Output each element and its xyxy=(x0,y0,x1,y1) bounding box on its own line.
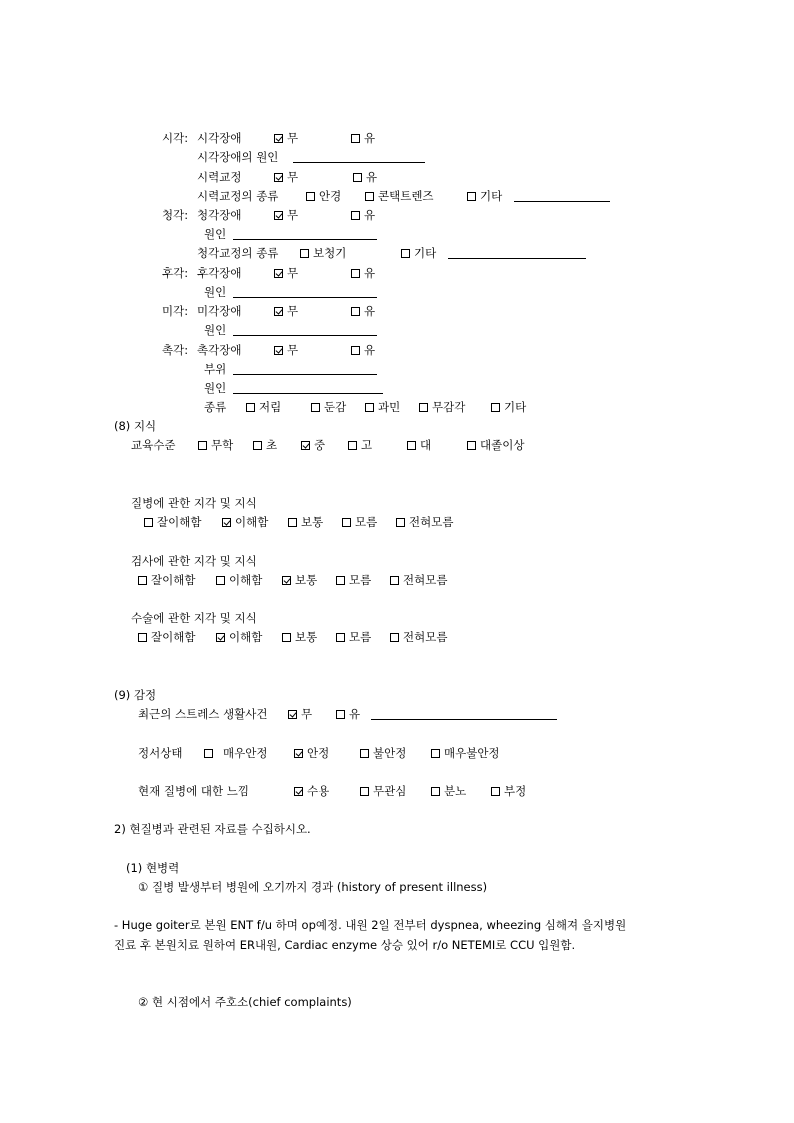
chief-complaint-title: ② 현 시점에서 주호소(chief complaints) xyxy=(138,995,352,1009)
checkbox-checked-icon xyxy=(274,346,283,355)
checkbox-icon xyxy=(216,576,225,585)
surgery-knowledge-label: 수술에 관한 지각 및 지식 xyxy=(131,611,257,625)
vision-impairment-label: 시각장애 xyxy=(197,131,242,145)
checkbox-icon xyxy=(198,441,207,450)
disease-knowledge-label: 질병에 관한 지각 및 지식 xyxy=(131,496,257,510)
mood-stable[interactable]: 안정 xyxy=(294,746,329,760)
vision-type-contacts[interactable]: 콘택트렌즈 xyxy=(365,189,434,203)
touch-cause-label: 원인 xyxy=(204,381,227,395)
disease-opt-understand[interactable]: 이해함 xyxy=(222,515,268,529)
disease-opt-average[interactable]: 보통 xyxy=(288,515,323,529)
mood-very-stable[interactable]: 매우안정 xyxy=(204,746,267,760)
disease-opt-unknown[interactable]: 모름 xyxy=(342,515,377,529)
vision-impairment-no[interactable]: 무 xyxy=(274,131,298,145)
checkbox-icon xyxy=(282,633,291,642)
hearing-type-other-field[interactable] xyxy=(448,258,586,259)
touch-type-label: 종류 xyxy=(204,400,227,414)
surgery-opt-very-well[interactable]: 잘이해함 xyxy=(138,630,195,644)
checkbox-icon xyxy=(204,749,213,758)
feeling-label: 현재 질병에 대한 느낌 xyxy=(138,784,249,798)
feeling-denial[interactable]: 부정 xyxy=(491,784,526,798)
checkbox-checked-icon xyxy=(294,749,303,758)
checkbox-checked-icon xyxy=(288,710,297,719)
vision-impairment-yes[interactable]: 유 xyxy=(351,131,375,145)
checkbox-icon xyxy=(348,441,357,450)
touch-impairment-yes[interactable]: 유 xyxy=(351,343,375,357)
surgery-opt-unknown[interactable]: 모름 xyxy=(336,630,371,644)
hearing-cause-field[interactable] xyxy=(233,239,377,240)
vision-type-other-field[interactable] xyxy=(514,201,610,202)
mood-label: 정서상태 xyxy=(138,746,183,760)
checkbox-icon xyxy=(246,403,255,412)
checkbox-icon xyxy=(390,576,399,585)
checkbox-icon xyxy=(138,633,147,642)
checkbox-icon xyxy=(253,441,262,450)
checkbox-icon xyxy=(351,134,360,143)
checkbox-icon xyxy=(351,211,360,220)
hearing-type-other[interactable]: 기타 xyxy=(401,246,436,260)
section2-heading: 2) 현질병과 관련된 자료를 수집하시오. xyxy=(114,822,311,836)
smell-cause-label: 원인 xyxy=(204,285,227,299)
education-high[interactable]: 고 xyxy=(348,438,372,452)
vision-type-other[interactable]: 기타 xyxy=(467,189,502,203)
knowledge-heading: (8) 지식 xyxy=(114,419,157,433)
checkbox-checked-icon xyxy=(216,633,225,642)
checkbox-checked-icon xyxy=(274,134,283,143)
checkbox-checked-icon xyxy=(274,211,283,220)
checkbox-icon xyxy=(365,192,374,201)
checkbox-icon xyxy=(351,269,360,278)
checkbox-icon xyxy=(336,710,345,719)
checkbox-icon xyxy=(138,576,147,585)
feeling-accept[interactable]: 수용 xyxy=(294,784,329,798)
stress-no[interactable]: 무 xyxy=(288,707,312,721)
touch-site-label: 부위 xyxy=(204,362,227,376)
checkbox-icon xyxy=(431,749,440,758)
stress-detail-field[interactable] xyxy=(371,719,557,720)
hearing-label: 청각: xyxy=(162,208,189,222)
checkbox-icon xyxy=(342,518,351,527)
checkbox-checked-icon xyxy=(274,269,283,278)
checkbox-icon xyxy=(311,403,320,412)
feeling-anger[interactable]: 분노 xyxy=(431,784,466,798)
education-middle[interactable]: 중 xyxy=(301,438,325,452)
disease-opt-very-well[interactable]: 잘이해함 xyxy=(144,515,201,529)
education-label: 교육수준 xyxy=(131,438,176,452)
taste-label: 미각: xyxy=(162,304,189,318)
checkbox-checked-icon xyxy=(282,576,291,585)
vision-cause-field[interactable] xyxy=(293,162,425,163)
checkbox-icon xyxy=(491,787,500,796)
hearing-type-aid[interactable]: 보청기 xyxy=(300,246,346,260)
checkbox-checked-icon xyxy=(274,307,283,316)
checkbox-icon xyxy=(467,441,476,450)
vision-cause-label: 시각장애의 원인 xyxy=(197,150,279,164)
checkbox-icon xyxy=(336,576,345,585)
feeling-indifferent[interactable]: 무관심 xyxy=(360,784,406,798)
vision-label: 시각: xyxy=(162,131,189,145)
taste-impairment-no[interactable]: 무 xyxy=(274,304,298,318)
checkbox-icon xyxy=(407,441,416,450)
stress-yes[interactable]: 유 xyxy=(336,707,360,721)
checkbox-icon xyxy=(351,346,360,355)
education-elementary[interactable]: 초 xyxy=(253,438,277,452)
vision-correction-no[interactable]: 무 xyxy=(274,170,298,184)
emotion-heading: (9) 감정 xyxy=(114,688,157,702)
taste-cause-field[interactable] xyxy=(233,335,377,336)
checkbox-icon xyxy=(306,192,315,201)
stress-label: 최근의 스트레스 생활사건 xyxy=(138,707,268,721)
hpi-text-line1: - Huge goiter로 본원 ENT f/u 하며 op예정. 내원 2일 전부터 dyspnea, wheezing 심해져 을지병원 xyxy=(114,918,627,932)
vision-type-glasses[interactable]: 안경 xyxy=(306,189,341,203)
mood-very-unstable[interactable]: 매우불안정 xyxy=(431,746,500,760)
checkbox-icon xyxy=(390,633,399,642)
hpi-subheading: (1) 현병력 xyxy=(126,861,180,875)
smell-impairment-label: 후각장애 xyxy=(197,266,242,280)
checkbox-icon xyxy=(467,192,476,201)
exam-knowledge-label: 검사에 관한 지각 및 지식 xyxy=(131,554,257,568)
touch-type-dull[interactable]: 둔감 xyxy=(311,400,346,414)
touch-type-anesthesia[interactable]: 무감각 xyxy=(419,400,465,414)
touch-type-hyper[interactable]: 과민 xyxy=(365,400,400,414)
touch-type-numb[interactable]: 저림 xyxy=(246,400,281,414)
checkbox-icon xyxy=(360,749,369,758)
checkbox-icon xyxy=(396,518,405,527)
checkbox-checked-icon xyxy=(222,518,231,527)
checkbox-checked-icon xyxy=(301,441,310,450)
mood-unstable[interactable]: 불안정 xyxy=(360,746,406,760)
vision-correction-type-label: 시력교정의 종류 xyxy=(197,189,279,203)
checkbox-icon xyxy=(300,249,309,258)
touch-type-other[interactable]: 기타 xyxy=(491,400,526,414)
hearing-impairment-label: 청각장애 xyxy=(197,208,242,222)
touch-label: 촉각: xyxy=(162,343,189,357)
touch-impairment-label: 촉각장애 xyxy=(197,343,242,357)
checkbox-icon xyxy=(491,403,500,412)
checkbox-icon xyxy=(353,173,362,182)
exam-opt-unknown[interactable]: 모름 xyxy=(336,573,371,587)
exam-opt-understand[interactable]: 이해함 xyxy=(216,573,262,587)
checkbox-checked-icon xyxy=(274,173,283,182)
checkbox-icon xyxy=(365,403,374,412)
disease-opt-none[interactable]: 전혀모름 xyxy=(396,515,453,529)
touch-site-field[interactable] xyxy=(233,374,377,375)
education-graduate[interactable]: 대졸이상 xyxy=(467,438,524,452)
checkbox-icon xyxy=(351,307,360,316)
exam-opt-none[interactable]: 전혀모름 xyxy=(390,573,447,587)
touch-impairment-no[interactable]: 무 xyxy=(274,343,298,357)
checkbox-icon xyxy=(144,518,153,527)
smell-label: 후각: xyxy=(162,266,189,280)
smell-impairment-no[interactable]: 무 xyxy=(274,266,298,280)
checkbox-icon xyxy=(360,787,369,796)
smell-cause-field[interactable] xyxy=(233,297,377,298)
hearing-impairment-yes[interactable]: 유 xyxy=(351,208,375,222)
taste-impairment-label: 미각장애 xyxy=(197,304,242,318)
vision-correction-yes[interactable]: 유 xyxy=(353,170,377,184)
education-none[interactable]: 무학 xyxy=(198,438,233,452)
checkbox-icon xyxy=(288,518,297,527)
checkbox-checked-icon xyxy=(294,787,303,796)
checkbox-icon xyxy=(419,403,428,412)
checkbox-icon xyxy=(336,633,345,642)
touch-cause-field[interactable] xyxy=(233,393,383,394)
exam-opt-average[interactable]: 보통 xyxy=(282,573,317,587)
checkbox-icon xyxy=(401,249,410,258)
hearing-cause-label: 원인 xyxy=(204,227,227,241)
hearing-correction-type-label: 청각교정의 종류 xyxy=(197,246,279,260)
exam-opt-very-well[interactable]: 잘이해함 xyxy=(138,573,195,587)
surgery-opt-none[interactable]: 전혀모름 xyxy=(390,630,447,644)
smell-impairment-yes[interactable]: 유 xyxy=(351,266,375,280)
education-college[interactable]: 대 xyxy=(407,438,431,452)
hpi-item-title: ① 질병 발생부터 병원에 오기까지 경과 (history of present illness) xyxy=(138,880,488,894)
vision-correction-label: 시력교정 xyxy=(197,170,242,184)
hearing-impairment-no[interactable]: 무 xyxy=(274,208,298,222)
hpi-text-line2: 진료 후 본원치료 원하여 ER내원, Cardiac enzyme 상승 있어 r/o NETEMI로 CCU 입원함. xyxy=(114,938,576,952)
taste-impairment-yes[interactable]: 유 xyxy=(351,304,375,318)
taste-cause-label: 원인 xyxy=(204,323,227,337)
surgery-opt-understand[interactable]: 이해함 xyxy=(216,630,262,644)
surgery-opt-average[interactable]: 보통 xyxy=(282,630,317,644)
checkbox-icon xyxy=(431,787,440,796)
